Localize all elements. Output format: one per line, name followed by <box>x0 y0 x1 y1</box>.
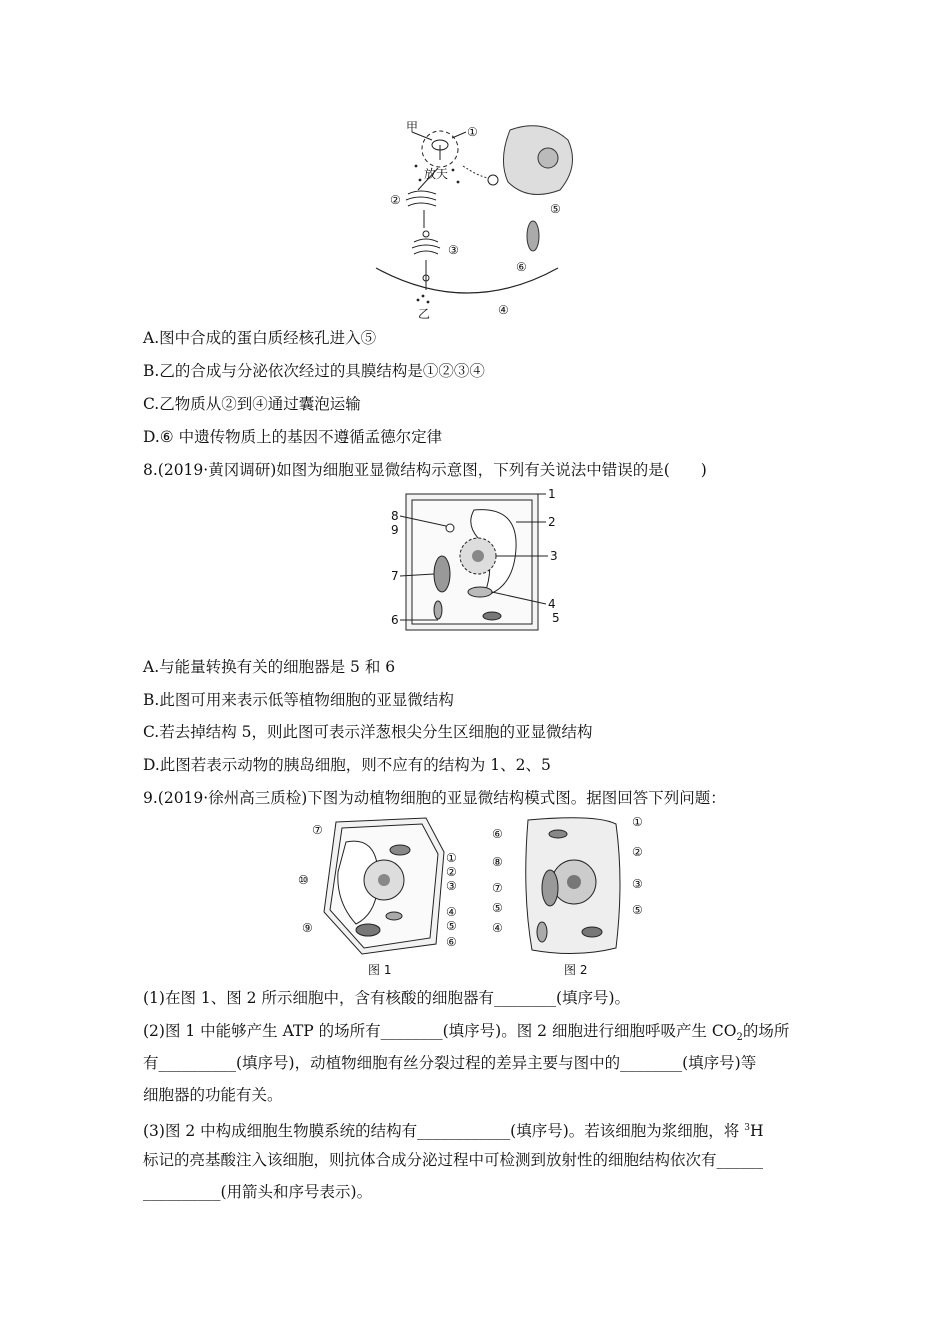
fig8-label-7: 7 <box>391 569 399 583</box>
fig9b-label-3: ③ <box>632 877 643 891</box>
label-2: ② <box>390 193 401 207</box>
fig8-label-5: 5 <box>552 611 560 625</box>
label-5: ⑤ <box>550 202 561 216</box>
q8-option-c: C.若去掉结构 5，则此图可表示洋葱根尖分生区细胞的亚显微结构 <box>143 723 593 741</box>
label-6: ⑥ <box>516 260 527 274</box>
q9-part2-line1: (2)图 1 中能够产生 ATP 的场所有________(填序号)。图 2 细胞进行细胞呼吸产生 $CO_2$的场所 <box>143 1022 790 1044</box>
q9-part2-line2: 有__________(填序号)，动植物细胞有丝分裂过程的差异主要与图中的________(填序号)等 <box>143 1054 757 1072</box>
fig8-label-4: 4 <box>548 597 556 611</box>
q7-option-c: C.乙物质从②到④通过囊泡运输 <box>143 395 361 413</box>
fig8-label-9: 9 <box>391 523 399 537</box>
q9-part3-line1: (3)图 2 中构成细胞生物膜系统的结构有____________(填序号)。若该细胞为浆细胞，将 $^3$H <box>143 1122 764 1141</box>
fig8-label-3: 3 <box>550 549 558 563</box>
fig9a-label-5: ⑤ <box>446 919 457 933</box>
fig9b-label-4: ④ <box>492 921 503 935</box>
fig9a-label-7: ⑦ <box>312 823 323 837</box>
label-1: ① <box>467 125 478 139</box>
q8-option-d: D.此图若表示动物的胰岛细胞，则不应有的结构为 1、2、5 <box>143 756 551 774</box>
fig9b-label-5b: ⑤ <box>632 903 643 917</box>
fig9a-caption: 图 1 <box>368 963 392 977</box>
label-3: ③ <box>448 243 459 257</box>
fig9a-label-3: ③ <box>446 879 457 893</box>
fig9b-label-2: ② <box>632 845 643 859</box>
q7-option-d: D.⑥ 中遗传物质上的基因不遵循孟德尔定律 <box>143 428 443 446</box>
plant-animal-cells-figure <box>296 812 666 982</box>
label-jia: 甲 <box>406 120 419 134</box>
q9-part3-line2: 标记的亮基酸注入该细胞，则抗体合成分泌过程中可检测到放射性的细胞结构依次有______ <box>143 1151 764 1169</box>
q9-stem: 9.(2019·徐州高三质检)下图为动植物细胞的亚显微结构模式图。据图回答下列问题： <box>143 789 726 807</box>
fig9a-label-4: ④ <box>446 905 457 919</box>
fig9a-label-10: ⑩ <box>298 873 309 887</box>
fig9b-label-5a: ⑤ <box>492 901 503 915</box>
label-fangtian: 放天 <box>424 167 449 181</box>
q9-part3-line3: __________(用箭头和序号表示)。 <box>143 1183 373 1201</box>
fig9a-label-9: ⑨ <box>302 921 313 935</box>
fig8-label-6: 6 <box>391 613 399 627</box>
fig8-label-1: 1 <box>548 488 556 501</box>
q7-option-a: A.图中合成的蛋白质经核孔进入⑤ <box>143 329 377 347</box>
q8-option-a: A.与能量转换有关的细胞器是 5 和 6 <box>143 658 396 676</box>
fig9a-label-6: ⑥ <box>446 935 457 949</box>
fig9b-label-6: ⑥ <box>492 827 503 841</box>
label-yi: 乙 <box>418 307 431 321</box>
fig9b-label-8: ⑧ <box>492 855 503 869</box>
q9-part1: (1)在图 1、图 2 所示细胞中，含有核酸的细胞器有________(填序号)。 <box>143 989 631 1007</box>
secretion-pathway-figure <box>368 118 578 323</box>
label-4: ④ <box>498 303 509 317</box>
fig8-label-8: 8 <box>391 509 399 523</box>
fig9a-label-2: ② <box>446 865 457 879</box>
q8-option-b: B.此图可用来表示低等植物细胞的亚显微结构 <box>143 691 454 709</box>
fig9a-label-1: ① <box>446 851 457 865</box>
fig9b-caption: 图 2 <box>564 963 588 977</box>
q9-part2-line3: 细胞器的功能有关。 <box>143 1086 283 1104</box>
plant-cell-figure <box>388 488 568 636</box>
q8-stem: 8.(2019·黄冈调研)如图为细胞亚显微结构示意图，下列有关说法中错误的是( ) <box>143 461 707 479</box>
fig8-label-2: 2 <box>548 515 556 529</box>
fig9b-label-1: ① <box>632 815 643 829</box>
q7-option-b: B.乙的合成与分泌依次经过的具膜结构是①②③④ <box>143 362 485 380</box>
fig9b-label-7: ⑦ <box>492 881 503 895</box>
